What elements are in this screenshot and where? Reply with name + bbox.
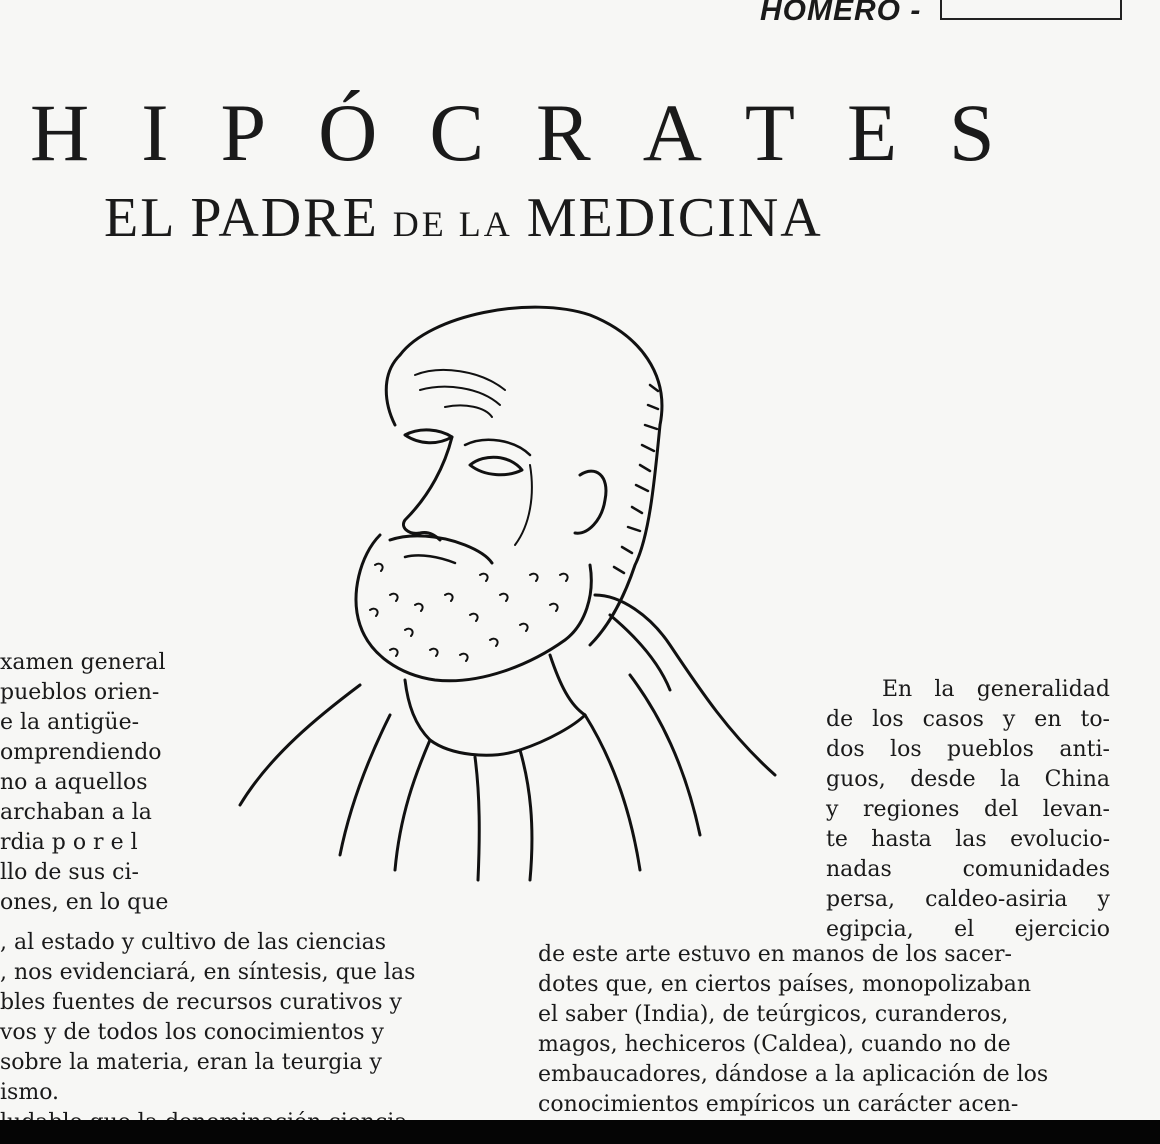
left-eye — [405, 430, 452, 443]
right-column-bottom — [538, 940, 1110, 1120]
paragraph-line: omprendiendo — [0, 740, 162, 765]
paragraph-line: vos y de todos los conocimientos y — [0, 1020, 384, 1045]
robe-collar — [430, 715, 585, 755]
paragraph-line: , al estado y cultivo de las ciencias — [0, 930, 387, 955]
paragraph-line: egipcia, el ejercicio — [826, 917, 1110, 942]
robe-middle-fold — [475, 750, 532, 880]
hair-back — [614, 385, 658, 573]
paragraph-line: pueblos orien- — [0, 680, 160, 705]
paragraph-line: guos, desde la China — [826, 767, 1110, 792]
paragraph-line: persa, caldeo-asiria y — [826, 887, 1110, 912]
cheek-bone — [515, 465, 532, 545]
robe-right-fold — [585, 615, 700, 870]
robe-left — [240, 685, 360, 805]
paragraph-line: e la antigüe- — [0, 710, 140, 735]
page-subtitle — [104, 187, 823, 249]
beard-texture — [370, 564, 568, 661]
paragraph-line: de este arte estuvo en manos de los sacer- — [538, 942, 1012, 967]
beard-outline — [356, 535, 591, 681]
page-title: HIPÓCRATES — [30, 87, 1047, 178]
hippocrates-portrait-illustration — [230, 295, 790, 885]
paragraph-line: no a aquellos — [0, 770, 148, 795]
robe-right — [595, 595, 775, 775]
paragraph-line: dotes que, en ciertos países, monopolizaban — [538, 972, 1031, 997]
left-column-top — [0, 648, 168, 918]
paragraph-line: dos los pueblos anti- — [826, 737, 1110, 762]
subtitle-part-2: DE LA — [392, 204, 513, 244]
paragraph-line: bles fuentes de recursos curativos y — [0, 990, 402, 1015]
paragraph-line: el saber (India), de teúrgicos, curanderos, — [538, 1002, 1009, 1027]
paragraph-line: de los casos y en to- — [826, 707, 1110, 732]
paragraph-line: nadas comunidades — [826, 857, 1110, 882]
paragraph-line: rdia p o r e l — [0, 830, 138, 855]
right-eye — [470, 457, 522, 475]
running-header: HOMERO - — [760, 0, 922, 27]
subtitle-part-3: MEDICINA — [526, 187, 823, 249]
ear — [575, 471, 606, 533]
subtitle-part-1: EL PADRE — [104, 187, 379, 249]
neck-right — [550, 655, 585, 715]
header-box — [940, 0, 1122, 20]
scan-bottom-edge — [0, 1120, 1160, 1144]
paragraph-line: magos, hechiceros (Caldea), cuando no de — [538, 1032, 1011, 1057]
robe-left-fold — [340, 715, 430, 870]
paragraph-line: En la generalidad — [882, 677, 1110, 702]
paragraph-line: y regiones del levan- — [826, 797, 1110, 822]
paragraph-line: conocimientos empíricos un carácter acen- — [538, 1092, 1019, 1117]
head-outline — [400, 307, 662, 425]
paragraph-line: sobre la materia, eran la teurgia y — [0, 1050, 382, 1075]
paragraph-line: ismo. — [0, 1080, 60, 1105]
paragraph-line: te hasta las evolucio- — [826, 827, 1110, 852]
paragraph-line: , nos evidenciará, en síntesis, que las — [0, 960, 416, 985]
eyebrow-right — [465, 440, 530, 455]
forehead — [386, 355, 400, 425]
left-column-bottom — [0, 928, 415, 1138]
mouth — [405, 555, 455, 563]
brow-lines — [415, 370, 505, 417]
neck — [405, 680, 430, 740]
paragraph-line: ones, en lo que — [0, 890, 169, 915]
head-back — [590, 425, 660, 645]
right-column-top — [826, 675, 1110, 945]
nose — [403, 437, 452, 540]
paragraph-line: archaban a la — [0, 800, 152, 825]
paragraph-line: embaucadores, dándose a la aplicación de los — [538, 1062, 1049, 1087]
paragraph-line: xamen general — [0, 650, 166, 675]
paragraph-line: llo de sus ci- — [0, 860, 139, 885]
